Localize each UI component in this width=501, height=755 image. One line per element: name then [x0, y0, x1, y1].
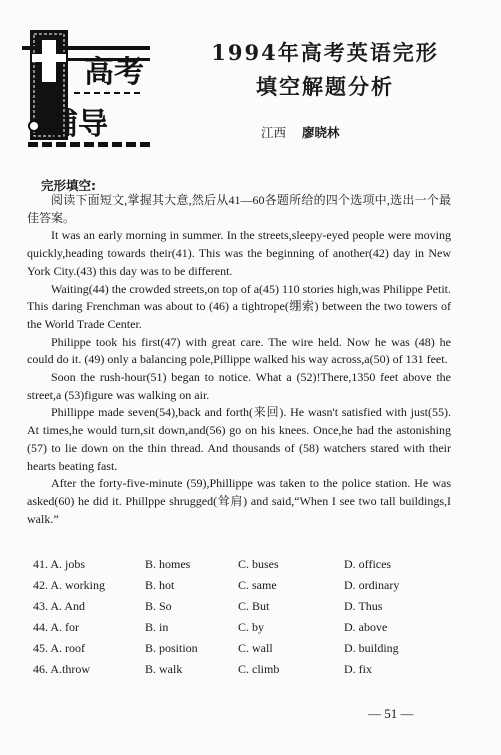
title-line2: 填空解题分析	[256, 74, 394, 99]
option-c: C. climb	[238, 662, 280, 676]
paragraph: After the forty-five-minute (59),Phillippe was taken to the police station. He was asked(60) he did it. Phillppe shrugged(耸肩) and said,“When I see two tall buildings,I walk.”	[27, 476, 451, 526]
option-b: B. position	[145, 641, 198, 655]
option-a: 46. A.throw	[33, 662, 90, 676]
paragraph: Phillippe made seven(54),back and forth(来回). He wasn't satisfied with just(55). At times,he would turn,sit down,and(56) go on his knees. Once,he had the astonishing (57) to lie down on the thin thread. And thousands of (58) watchers stared with their hearts beating fast.	[27, 405, 451, 473]
author-byline	[261, 123, 340, 141]
option-a: 43. A. And	[33, 599, 86, 613]
option-a: 41. A. jobs	[33, 557, 86, 571]
option-b: B. walk	[145, 662, 183, 676]
option-b: B. homes	[145, 557, 191, 571]
option-c: C. buses	[238, 557, 279, 571]
option-d: D. above	[344, 620, 388, 634]
option-d: D. building	[344, 641, 399, 655]
option-a: 45. A. roof	[33, 641, 85, 655]
paragraph: Soon the rush-hour(51) began to notice. What a (52)!There,1350 feet above the street,a (53)figure was walking on air.	[27, 370, 451, 402]
column-label-line1: 高考	[84, 55, 144, 90]
section-heading: 完形填空:	[41, 178, 96, 193]
option-row	[33, 620, 463, 641]
option-b: B. hot	[145, 578, 175, 592]
option-c: C. But	[238, 599, 270, 613]
option-c: C. by	[238, 620, 265, 634]
option-row	[33, 662, 463, 683]
option-b: B. So	[145, 599, 172, 613]
option-row	[33, 578, 463, 599]
column-label-line2: 辅导	[48, 107, 108, 142]
author-province: 江西	[261, 125, 287, 140]
paragraph: Philippe took his first(47) with great care. The wire held. Now he was (48) he could do it. (49) only a balancing pole,Pillippe walked his way across,a(50) of 131 feet.	[27, 334, 451, 367]
option-row	[33, 599, 463, 620]
option-b: B. in	[145, 620, 169, 634]
option-d: D. fix	[344, 662, 372, 676]
option-d: D. ordinary	[344, 578, 400, 592]
option-c: C. same	[238, 578, 277, 592]
option-a: 44. A. for	[33, 620, 79, 634]
option-d: D. Thus	[344, 599, 383, 613]
answer-options	[33, 557, 463, 683]
article-title	[185, 36, 465, 104]
author-name: 廖晓林	[302, 125, 340, 140]
instructions: 阅读下面短文,掌握其大意,然后从41—60各题所给的四个选项中,选出一个最佳答案。	[27, 193, 451, 225]
paragraph: It was an early morning in summer. In the streets,sleepy-eyed people were moving quickly,heading towards their(41). This was the beginning of another(42) day in New York City.(43) this day was to be different.	[27, 228, 451, 278]
passage	[27, 192, 451, 528]
page-number: — 51 —	[368, 706, 414, 721]
option-d: D. offices	[344, 557, 392, 571]
option-c: C. wall	[238, 641, 273, 655]
title-line1: 1994年高考英语完形	[211, 40, 439, 65]
paragraph: Waiting(44) the crowded streets,on top of a(45) 110 stories high,was Philippe Petit. This daring Frenchman was about to (46) a tightrope(绷索) between the two towers of the World Trade Center.	[27, 281, 451, 331]
option-row	[33, 557, 463, 578]
option-a: 42. A. working	[33, 578, 105, 592]
option-row	[33, 641, 463, 662]
column-logo	[22, 22, 162, 157]
